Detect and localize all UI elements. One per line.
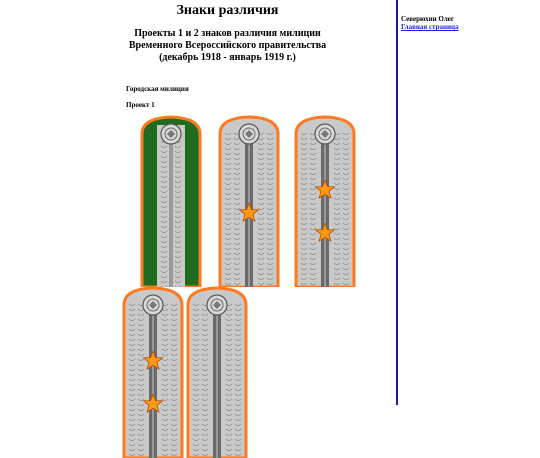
- shoulder-board-1: [140, 115, 202, 287]
- shoulder-board-3: [294, 115, 356, 287]
- subtitle-line: Проекты 1 и 2 знаков различия милиции: [134, 28, 321, 39]
- sidebar: [401, 15, 536, 31]
- page-subtitle: [0, 28, 455, 64]
- project-heading: Проект 1: [126, 101, 155, 109]
- author-name: Северюхин Олег: [401, 15, 455, 23]
- home-link[interactable]: Главная страница: [401, 23, 459, 31]
- column-divider: [396, 0, 398, 405]
- subtitle-line: Временного Всероссийского правительства: [128, 40, 327, 51]
- shoulder-board-2: [218, 115, 280, 287]
- shoulder-board-4: [122, 286, 184, 458]
- shoulder-board-5: [186, 286, 248, 458]
- subtitle-line: (декабрь 1918 - январь 1919 г.): [159, 52, 296, 63]
- page-title: Знаки различия: [176, 3, 279, 18]
- section-heading: Городская милиция: [126, 85, 189, 93]
